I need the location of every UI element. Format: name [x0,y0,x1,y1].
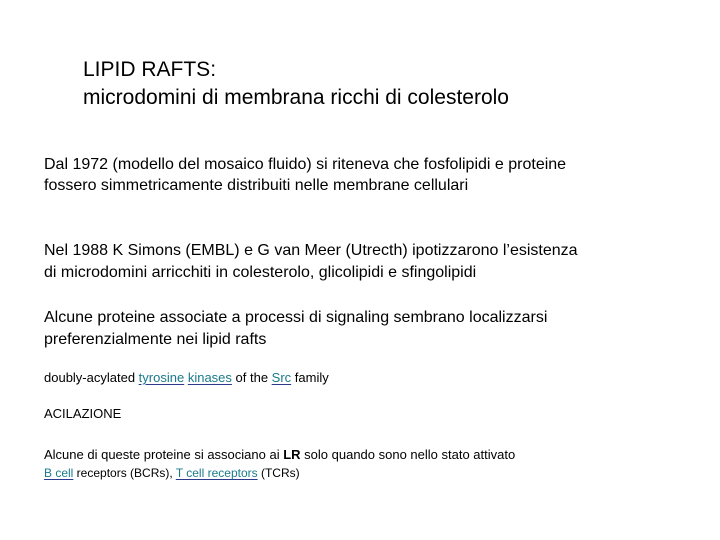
src-link[interactable]: Src [271,370,292,385]
paragraph-signaling-proteins-line2: preferenzialmente nei lipid rafts [44,331,267,348]
acylated-prefix-text: doubly-acylated [44,370,139,385]
kinases-link[interactable]: kinases [187,370,232,385]
acylated-suffix-text: family [291,370,329,385]
active-state-prefix-text: Alcune di queste proteine si associano ai [44,447,284,462]
slide-title-line2: microdomini di membrana ricchi di colesterolo [83,86,509,109]
slide-title-line1: LIPID RAFTS: [83,58,217,81]
tyrosine-link[interactable]: tyrosine [138,370,185,385]
paragraph-simons-van-meer [44,240,578,284]
paragraph-signaling-proteins [44,307,547,351]
paragraph-acilazione: ACILAZIONE [44,406,122,421]
paragraph-acylated-kinases [44,369,329,387]
lr-bold-text: LR [283,447,301,462]
paragraph-signaling-proteins-line1: Alcune proteine associate a processi di signaling sembrano localizzarsi [44,309,548,326]
paragraph-simons-van-meer-line2: di microdomini arricchiti in colesterolo, glicolipidi e sfingolipidi [44,264,477,281]
paragraph-fluid-mosaic [44,154,566,196]
b-cell-link[interactable]: B cell [44,466,74,480]
t-cell-receptors-link[interactable]: T cell receptors [175,466,258,480]
paragraph-simons-van-meer-line1: Nel 1988 K Simons (EMBL) e G van Meer (Utrecth) ipotizzarono l’esistenza [44,242,578,259]
paragraph-receptors [44,464,300,482]
paragraph-fluid-mosaic-line2: fossero simmetricamente distribuiti nelle membrane cellulari [44,177,469,194]
receptors-text-2: (TCRs) [257,466,300,480]
acylated-middle-text: of the [231,370,272,385]
paragraph-active-state [44,446,515,464]
active-state-suffix-text: solo quando sono nello stato attivato [300,447,516,462]
slide-title [83,56,509,112]
receptors-text-1: receptors (BCRs), [73,466,176,480]
paragraph-fluid-mosaic-line1: Dal 1972 (modello del mosaico fluido) si riteneva che fosfolipidi e proteine [44,156,567,173]
